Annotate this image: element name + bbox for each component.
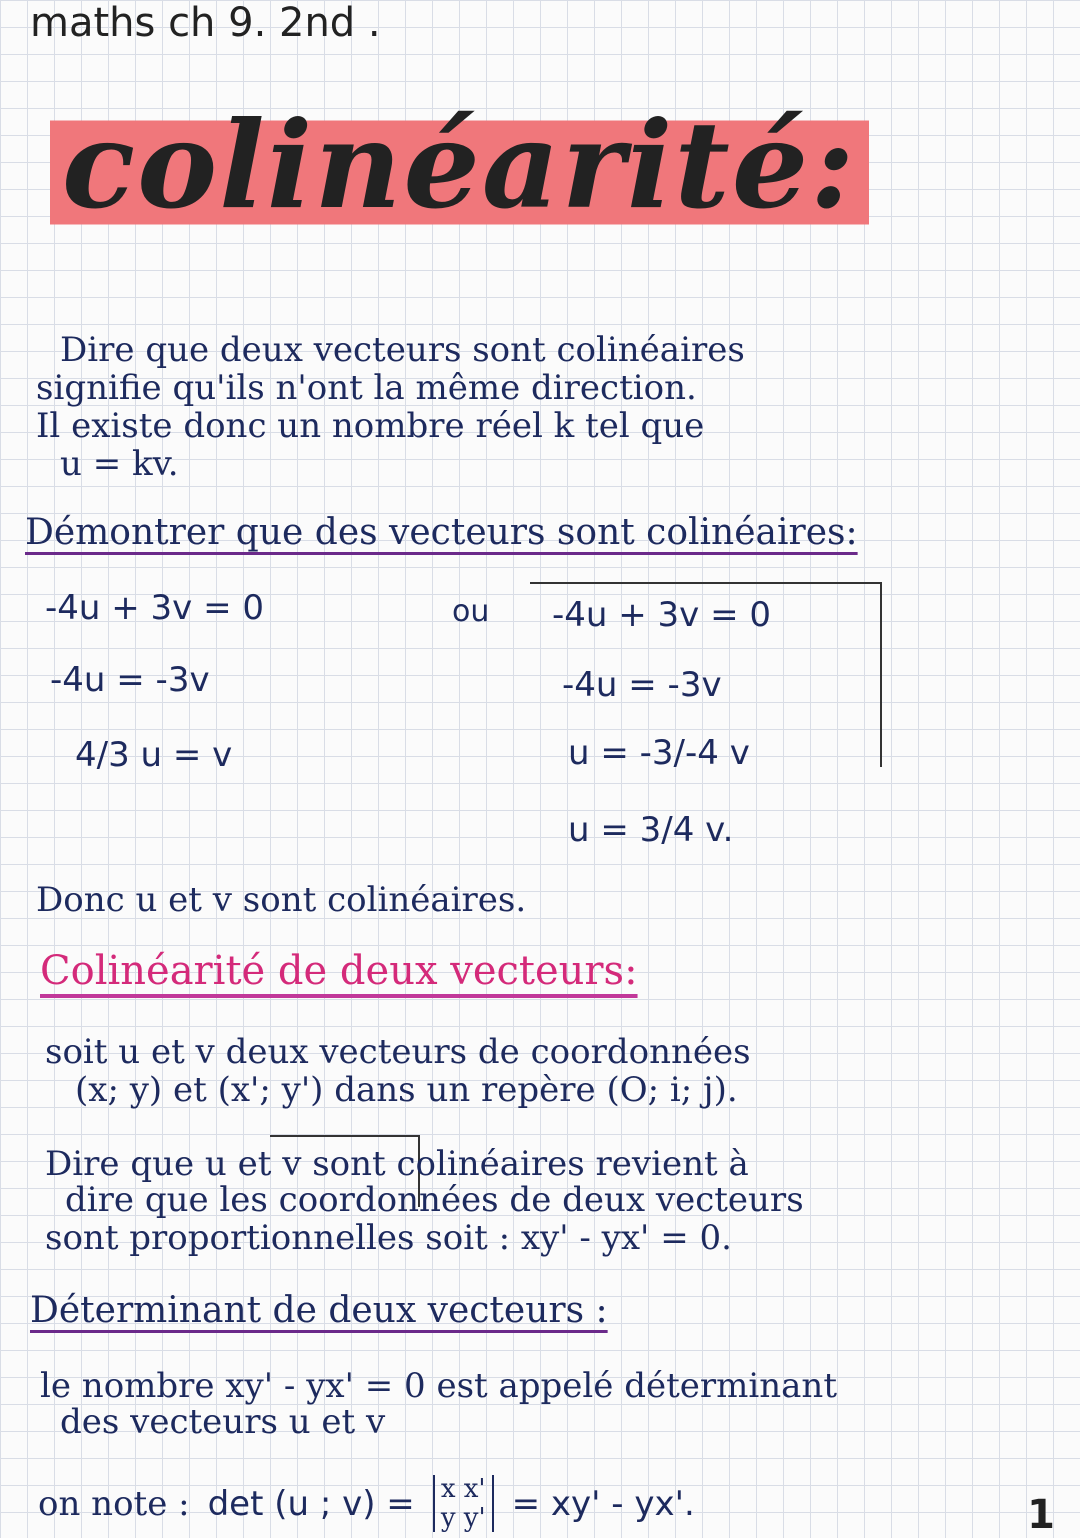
intro-line-4: u = kv. — [60, 444, 179, 484]
section-determinant-heading: Déterminant de deux vecteurs : — [30, 1290, 608, 1331]
title-text: colinéarité: — [50, 95, 869, 236]
det-formula — [38, 1475, 695, 1532]
box-top-line — [530, 582, 880, 584]
coord-line-2: (x; y) et (x'; y') dans un repère (O; i; j). — [75, 1070, 738, 1110]
right-eq-3: u = -3/-4 v — [568, 733, 750, 773]
matrix-row-1: x x' — [440, 1474, 486, 1504]
det-line-1: le nombre xy' - yx' = 0 est appelé déterminant — [40, 1366, 837, 1406]
note-label: on note : — [38, 1483, 190, 1524]
page-title — [50, 95, 869, 236]
det-line-2: des vecteurs u et v — [60, 1402, 386, 1442]
box-right-line — [880, 582, 882, 767]
det-expression: det (u ; v) = — [207, 1483, 415, 1524]
intro-line-3: Il existe donc un nombre réel k tel que — [36, 406, 705, 446]
coord-line-5: sont proportionnelles soit : xy' - yx' = 0. — [45, 1218, 732, 1258]
left-eq-1: -4u + 3v = 0 — [45, 588, 265, 628]
coord-line-3: Dire que u et v sont colinéaires revient à — [45, 1144, 749, 1184]
intro-line-2: signifie qu'ils n'ont la même direction. — [36, 368, 697, 408]
intro-line-1: Dire que deux vecteurs sont colinéaires — [60, 330, 745, 370]
det-matrix — [433, 1475, 494, 1532]
matrix-row-2: y y' — [440, 1502, 486, 1533]
det-result: = xy' - yx'. — [511, 1483, 695, 1524]
right-eq-1: -4u + 3v = 0 — [552, 595, 772, 635]
left-eq-2: -4u = -3v — [50, 660, 210, 700]
coord-line-1: soit u et v deux vecteurs de coordonnées — [45, 1032, 751, 1072]
page-number: 1 — [1027, 1492, 1055, 1538]
right-eq-4: u = 3/4 v. — [568, 810, 734, 850]
right-eq-2: -4u = -3v — [562, 665, 722, 705]
section-demonstrate-heading: Démontrer que des vecteurs sont colinéaires: — [25, 512, 858, 553]
section-colinearity-heading: Colinéarité de deux vecteurs: — [40, 948, 638, 994]
coord-line-4: dire que les coordonnées de deux vecteurs — [65, 1180, 804, 1220]
page-header: maths ch 9. 2nd . — [30, 0, 381, 46]
or-label: ou — [452, 594, 490, 629]
conclusion: Donc u et v sont colinéaires. — [36, 880, 527, 920]
left-eq-3: 4/3 u = v — [75, 735, 233, 775]
